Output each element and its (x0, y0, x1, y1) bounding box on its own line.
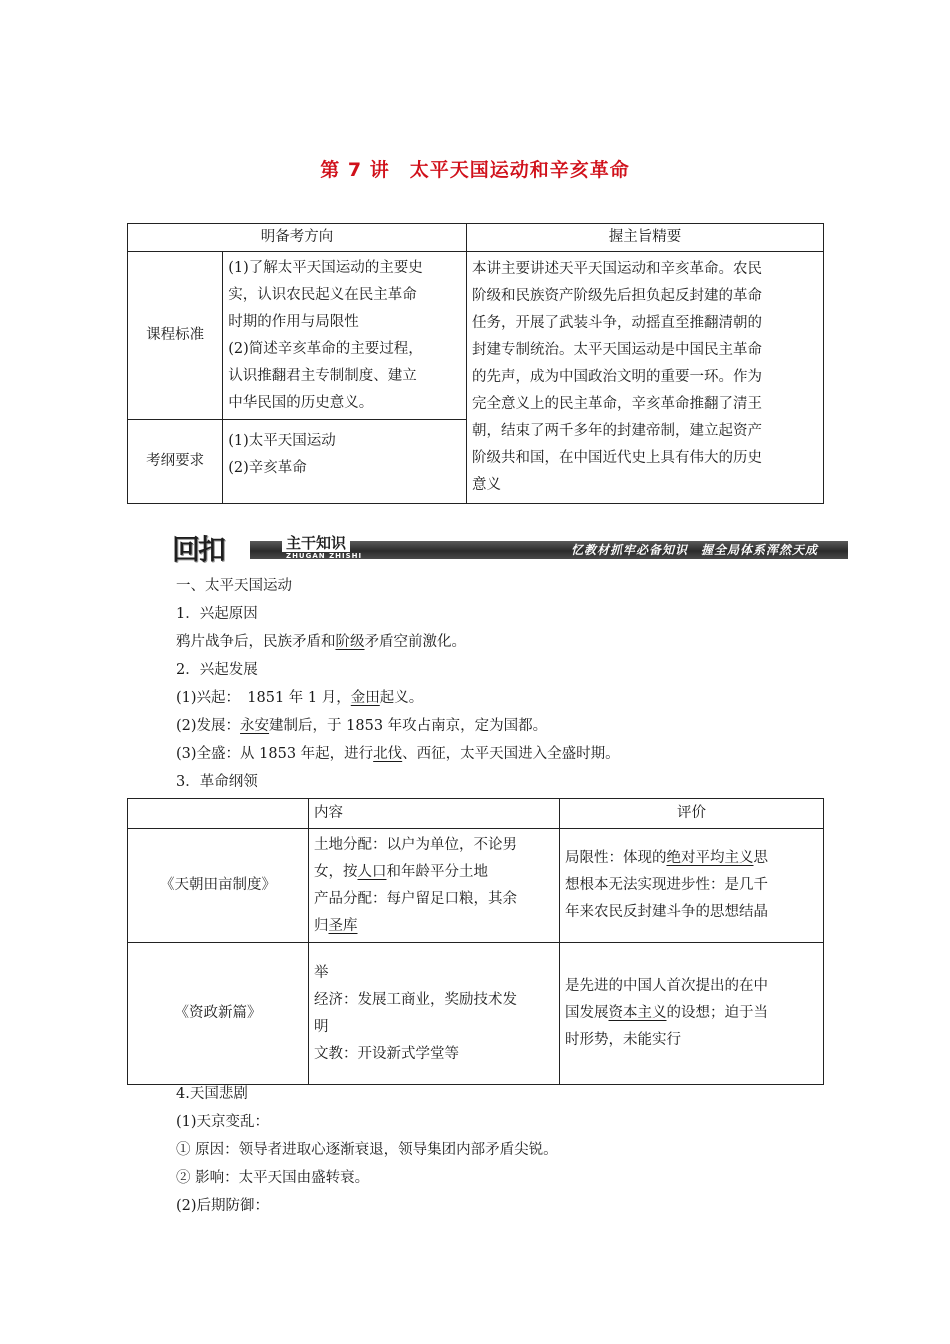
sub-title: (2)后期防御： (176, 1198, 270, 1214)
item-title: 2．兴起发展 (176, 662, 258, 678)
section-heading: 一、太平天国运动 (176, 578, 292, 594)
overview-table (127, 223, 824, 504)
text-line: (2)发展：永安建制后，于 1853 年攻占南京，定为国都。 (176, 718, 548, 734)
sub-title: (1)天京变乱： (176, 1114, 270, 1130)
program-eval: 局限性：体现的绝对平均主义思 想根本无法实现进步性：是几千 年来农民反封建斗争的思想结晶 (560, 829, 824, 943)
summary-text (467, 252, 824, 504)
program-eval: 是先进的中国人首次提出的在中 国发展资本主义的设想；迫于当 时形势，未能实行 (560, 943, 824, 1085)
curriculum-text (223, 252, 467, 420)
section-banner (172, 534, 848, 566)
row-label-curriculum: 课程标准 (128, 252, 223, 420)
summary-line: 本讲主要讲述天平天国运动和辛亥革命。农民 (472, 261, 762, 277)
summary-line: 朝，结束了两千多年的封建帝制，建立起资产 (472, 423, 762, 439)
row-label-syllabus: 考纲要求 (128, 420, 223, 504)
curriculum-line: 时期的作用与局限性 (228, 313, 359, 330)
curriculum-line: 认识推翻君主专制制度、建立 (228, 367, 417, 384)
summary-line: 任务，开展了武装斗争，动摇直至推翻清朝的 (472, 315, 762, 331)
program-table (127, 798, 824, 1085)
overview-header-left: 明备考方向 (128, 224, 467, 252)
summary-line: 完全意义上的民主革命，辛亥革命推翻了清王 (472, 396, 762, 412)
banner-subtitle: 主干知识 (282, 534, 350, 552)
syllabus-line: (2)辛亥革命 (228, 460, 307, 476)
program-header-eval: 评价 (560, 799, 824, 829)
curriculum-line: 实，认识农民起义在民主革命 (228, 286, 417, 303)
syllabus-text (223, 420, 467, 504)
text-line: ① 原因：领导者进取心逐渐衰退，领导集团内部矛盾尖锐。 (176, 1142, 558, 1158)
overview-header-right: 握主旨精要 (467, 224, 824, 252)
text-line: (1)兴起： 1851 年 1 月，金田起义。 (176, 690, 424, 706)
banner-title: 回扣 (172, 533, 225, 566)
program-header-content: 内容 (309, 799, 560, 829)
summary-line: 阶级和民族资产阶级先后担负起反封建的革命 (472, 288, 762, 304)
summary-line: 意义 (472, 477, 501, 493)
curriculum-line: (2)简述辛亥革命的主要过程， (228, 340, 423, 357)
program-content: 土地分配：以户为单位，不论男 女，按人口和年龄平分土地 产品分配：每户留足口粮，其余 归圣库 (309, 829, 560, 943)
summary-line: 阶级共和国，在中国近代史上具有伟大的历史 (472, 450, 762, 466)
syllabus-line: (1)太平天国运动 (228, 433, 336, 449)
text-line: (3)全盛：从 1853 年起，进行北伐、西征，太平天国进入全盛时期。 (176, 746, 620, 762)
program-header-empty (128, 799, 309, 829)
summary-line: 封建专制统治。太平天国运动是中国民主革命 (472, 342, 762, 358)
banner-slogan: 忆教材抓牢必备知识 握全局体系浑然天成 (570, 543, 818, 557)
program-name: 《天朝田亩制度》 (128, 829, 309, 943)
text-line: ② 影响：太平天国由盛转衰。 (176, 1170, 370, 1186)
banner-subtitle-pinyin: ZHUGAN ZHISHI (286, 552, 363, 560)
program-content: 举 经济：发展工商业，奖励技术发 明 文教：开设新式学堂等 (309, 943, 560, 1085)
summary-line: 的先声，成为中国政治文明的重要一环。作为 (472, 369, 762, 385)
program-name: 《资政新篇》 (128, 943, 309, 1085)
curriculum-line: (1)了解太平天国运动的主要史 (228, 259, 423, 276)
curriculum-line: 中华民国的历史意义。 (228, 394, 374, 411)
item-title: 4.天国悲剧 (176, 1086, 248, 1102)
text-line: 鸦片战争后，民族矛盾和阶级矛盾空前激化。 (176, 634, 466, 650)
item-title: 3．革命纲领 (176, 774, 258, 790)
page-title: 第 7 讲 太平天国运动和辛亥革命 (320, 159, 630, 181)
item-title: 1．兴起原因 (176, 606, 258, 622)
